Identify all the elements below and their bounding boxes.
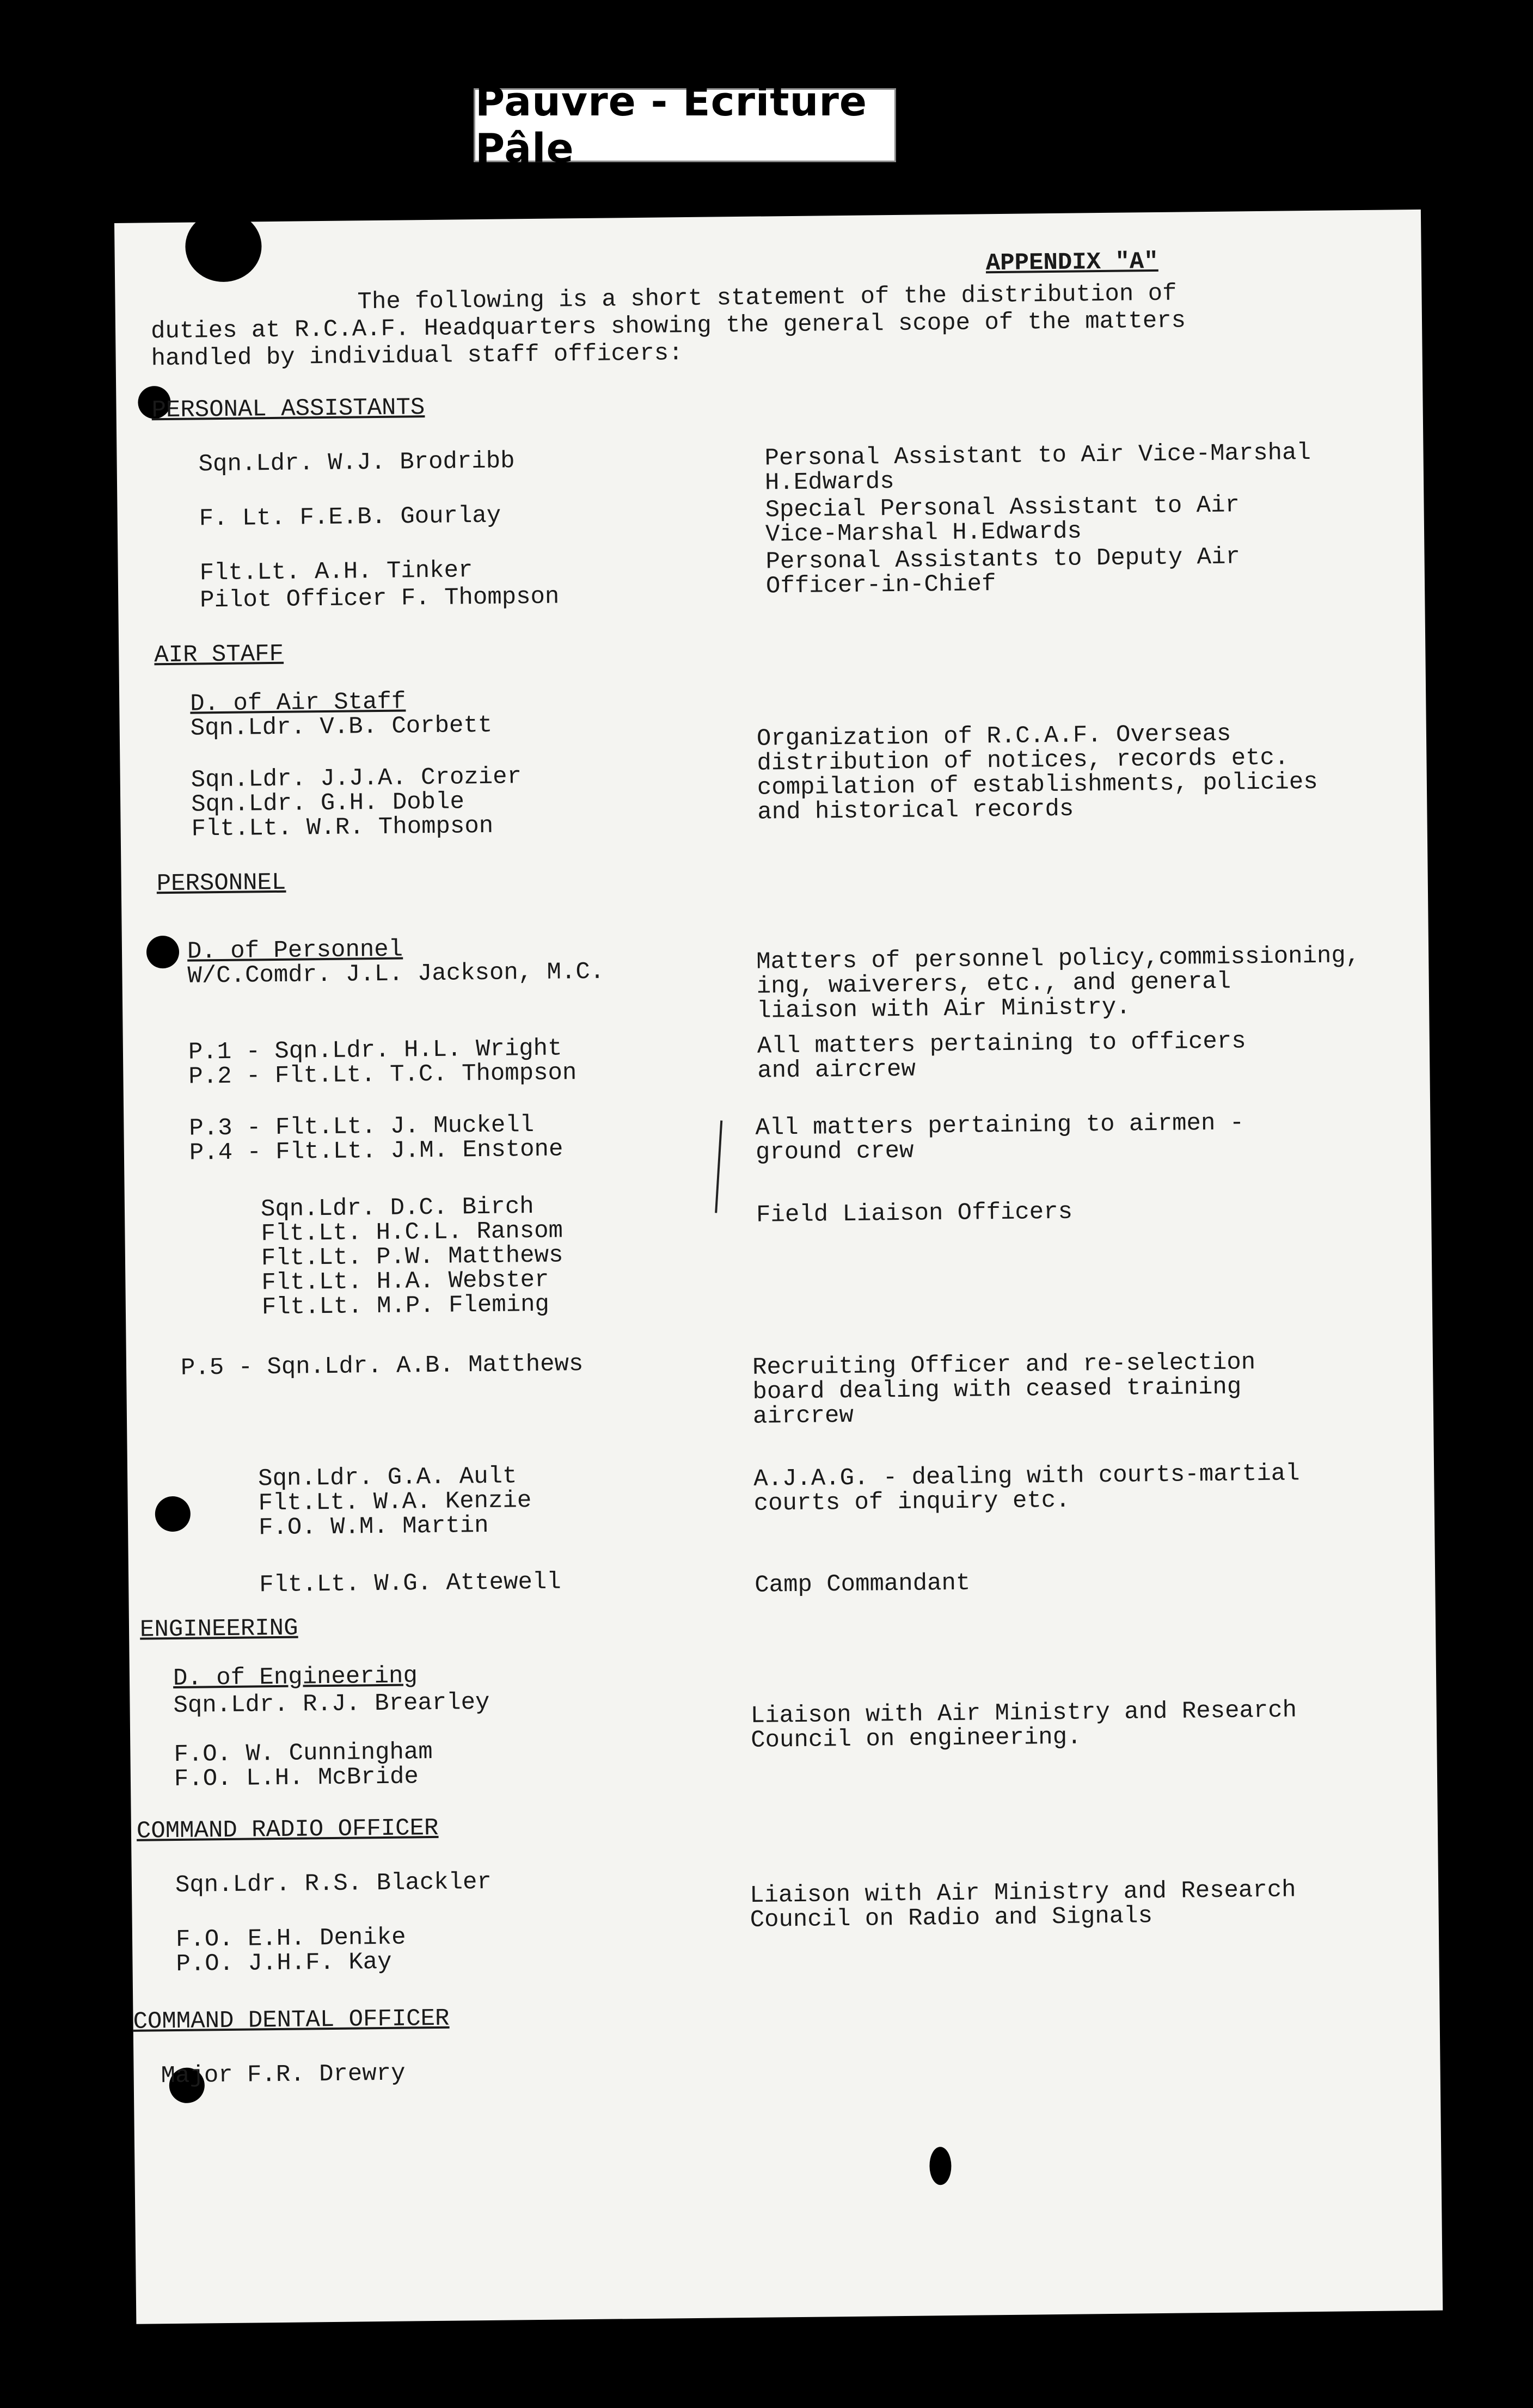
duty-text: All matters pertaining to officers (757, 1028, 1246, 1060)
duty-text: board dealing with ceased training (752, 1373, 1242, 1406)
duty-text: H.Edwards (764, 468, 894, 497)
officer-name: Flt.Lt. M.P. Fleming (261, 1291, 550, 1322)
punch-hole (155, 1496, 191, 1532)
appendix-title: APPENDIX "A" (985, 248, 1158, 278)
officer-name: Flt.Lt. W.G. Attewell (259, 1568, 561, 1599)
subsection-heading: D. of Personnel (187, 936, 403, 966)
duty-text: Matters of personnel policy,commissioning, (756, 942, 1360, 976)
officer-name: Major F.R. Drewry (161, 2060, 406, 2090)
duty-text: aircrew (752, 1402, 854, 1430)
duty-text: Camp Commandant (755, 1569, 971, 1599)
officer-name: Sqn.Ldr. G.H. Doble (191, 788, 465, 819)
officer-name: Sqn.Ldr. J.J.A. Crozier (191, 763, 522, 794)
duty-text: courts of inquiry etc. (753, 1486, 1070, 1518)
duty-text: and historical records (757, 795, 1074, 826)
officer-name: Flt.Lt. H.C.L. Ransom (261, 1217, 563, 1248)
officer-name: Flt.Lt. W.A. Kenzie (258, 1487, 532, 1518)
duty-text: Liaison with Air Ministry and Research (749, 1876, 1296, 1909)
officer-name: F.O. W. Cunningham (174, 1739, 433, 1769)
duty-text: Officer-in-Chief (765, 570, 996, 600)
officer-name: P.3 - Flt.Lt. J. Muckell (189, 1111, 535, 1142)
officer-name: F.O. W.M. Martin (258, 1512, 489, 1542)
duty-text: ground crew (755, 1137, 914, 1166)
duty-text: distribution of notices, records etc. (757, 744, 1289, 777)
officer-name: P.1 - Sqn.Ldr. H.L. Wright (188, 1035, 562, 1066)
section-heading: COMMAND RADIO OFFICER (136, 1814, 439, 1845)
pencil-mark (715, 1121, 722, 1213)
handwritten-label: Pauvre - Ecriture Pâle (474, 88, 896, 162)
duty-text: A.J.A.G. - dealing with courts-martial (753, 1460, 1300, 1493)
officer-name: P.5 - Sqn.Ldr. A.B. Matthews (180, 1350, 584, 1382)
duty-text: All matters pertaining to airmen - (755, 1109, 1244, 1142)
duty-text: ing, waiverers, etc., and general (756, 968, 1231, 1000)
officer-name: Flt.Lt. H.A. Webster (261, 1266, 549, 1297)
officer-name: F. Lt. F.E.B. Gourlay (199, 502, 501, 533)
officer-name: Flt.Lt. P.W. Matthews (261, 1242, 563, 1273)
intro-line: handled by individual staff officers: (151, 340, 683, 373)
officer-name: Sqn.Ldr. V.B. Corbett (190, 711, 493, 742)
section-heading: PERSONAL ASSISTANTS (151, 394, 425, 425)
intro-line: duties at R.C.A.F. Headquarters showing the general scope of the matters (150, 307, 1186, 346)
intro-line: The following is a short statement of the distribution of (357, 280, 1177, 316)
duty-text: compilation of establishments, policies (757, 768, 1318, 802)
duty-text: Personal Assistant to Air Vice-Marshal (764, 439, 1311, 472)
duty-text: Council on Radio and Signals (750, 1902, 1153, 1934)
duty-text: Vice-Marshal H.Edwards (765, 518, 1082, 549)
duty-text: Liaison with Air Ministry and Research (750, 1697, 1297, 1730)
section-heading: PERSONNEL (156, 869, 286, 898)
duty-text: Personal Assistants to Deputy Air (765, 543, 1241, 576)
officer-name: F.O. E.H. Denike (175, 1924, 406, 1954)
duty-text: Council on engineering. (750, 1723, 1082, 1754)
punch-hole (146, 936, 180, 969)
subsection-heading: D. of Engineering (173, 1662, 418, 1693)
officer-name: Sqn.Ldr. R.J. Brearley (173, 1688, 490, 1720)
officer-name: Sqn.Ldr. G.A. Ault (257, 1463, 517, 1493)
duty-text: Field Liaison Officers (756, 1198, 1073, 1229)
subsection-heading: D. of Air Staff (189, 688, 406, 718)
officer-name: F.O. L.H. McBride (174, 1763, 419, 1793)
officer-name: Pilot Officer F. Thompson (200, 583, 560, 615)
section-heading: COMMAND DENTAL OFFICER (133, 2005, 450, 2036)
officer-name: Sqn.Ldr. W.J. Brodribb (198, 447, 515, 478)
duty-text: Recruiting Officer and re-selection (752, 1349, 1256, 1381)
duty-text: Organization of R.C.A.F. Overseas (756, 720, 1231, 753)
duty-text: Special Personal Assistant to Air (765, 492, 1240, 524)
duty-text: liaison with Air Ministry. (756, 993, 1131, 1025)
officer-name: Flt.Lt. A.H. Tinker (199, 557, 473, 587)
officer-name: P.O. J.H.F. Kay (176, 1948, 392, 1978)
section-heading: AIR STAFF (154, 640, 284, 669)
document-page (114, 210, 1443, 2324)
officer-name: P.4 - Flt.Lt. J.M. Enstone (189, 1135, 563, 1167)
duty-text: and aircrew (757, 1055, 916, 1085)
officer-name: Sqn.Ldr. D.C. Birch (260, 1193, 534, 1224)
ink-blot (185, 211, 262, 282)
officer-name: Flt.Lt. W.R. Thompson (191, 812, 494, 843)
section-heading: ENGINEERING (139, 1614, 298, 1644)
officer-name: W/C.Comdr. J.L. Jackson, M.C. (187, 958, 605, 990)
officer-name: P.2 - Flt.Lt. T.C. Thompson (188, 1059, 577, 1091)
ink-spot (929, 2147, 952, 2185)
officer-name: Sqn.Ldr. R.S. Blackler (175, 1868, 492, 1899)
